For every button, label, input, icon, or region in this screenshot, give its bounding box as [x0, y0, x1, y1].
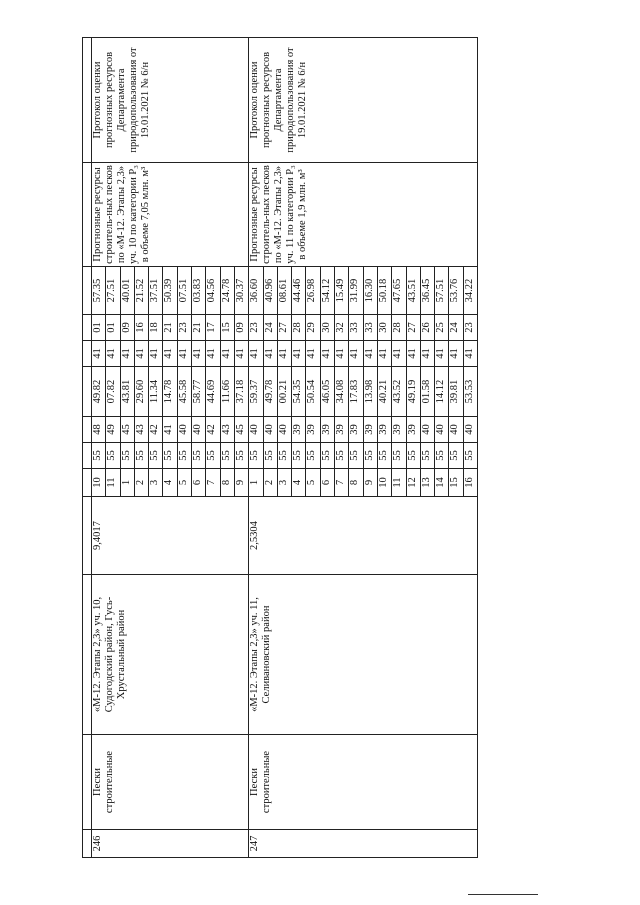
coordinate-cell: 17	[206, 315, 220, 341]
coordinate-cell: 55	[192, 443, 206, 469]
coordinate-cell: 40	[463, 417, 477, 443]
coordinate-cell: 42	[206, 417, 220, 443]
coordinate-cell: 14	[435, 469, 449, 497]
coordinate-cell: 01.58	[420, 367, 434, 417]
coordinate-cell: 29	[306, 315, 320, 341]
coordinate-cell: 41	[249, 341, 263, 367]
approval-document: Протокол оценки прогнозных ресурсов Департамента природопользования от 19.01.2021 № 6/н	[92, 38, 249, 163]
coordinate-cell: 55	[335, 443, 349, 469]
table-body	[83, 38, 478, 858]
coordinate-cell: 27	[277, 315, 291, 341]
coordinate-cell: 17.83	[349, 367, 363, 417]
coordinate-cell: 39	[363, 417, 377, 443]
coordinate-cell: 00.21	[277, 367, 291, 417]
coordinate-cell: 2	[263, 469, 277, 497]
coordinate-cell: 1	[249, 469, 263, 497]
coordinate-cell: 41	[335, 341, 349, 367]
site-district: Судогодский район, Гусь-Хрустальный район	[104, 596, 127, 713]
site-location	[249, 575, 478, 735]
coordinate-cell: 55	[106, 443, 120, 469]
coordinate-cell: 59.37	[249, 367, 263, 417]
coordinate-cell: 13.98	[363, 367, 377, 417]
coordinate-cell: 43	[134, 417, 148, 443]
coordinate-cell: 33	[349, 315, 363, 341]
coordinate-cell: 39	[406, 417, 420, 443]
coordinate-cell: 39.81	[449, 367, 463, 417]
site-location	[92, 575, 249, 735]
coordinate-cell: 57.35	[92, 267, 106, 315]
coordinate-cell: 43.52	[392, 367, 406, 417]
coordinate-cell: 55	[363, 443, 377, 469]
coordinate-cell: 55	[292, 443, 306, 469]
coordinate-cell: 11	[392, 469, 406, 497]
coordinate-cell: 07.82	[106, 367, 120, 417]
coordinate-cell: 08.61	[277, 267, 291, 315]
coordinate-cell: 45	[120, 417, 134, 443]
site-area: 2,5304	[249, 497, 478, 575]
coordinate-cell: 45	[234, 417, 248, 443]
coordinate-cell: 37.18	[234, 367, 248, 417]
coordinate-cell: 11.66	[220, 367, 234, 417]
coordinate-cell: 40	[263, 417, 277, 443]
coordinate-cell: 5	[306, 469, 320, 497]
coordinate-cell: 49.82	[92, 367, 106, 417]
coordinate-cell: 27.51	[106, 267, 120, 315]
coordinate-cell: 39	[349, 417, 363, 443]
deposits-table	[82, 37, 478, 858]
site-district: Селивановский район	[261, 605, 273, 704]
coordinate-cell: 40.01	[120, 267, 134, 315]
coordinate-cell: 55	[449, 443, 463, 469]
coordinate-cell: 39	[335, 417, 349, 443]
coordinate-cell: 41	[349, 341, 363, 367]
coordinate-cell: 41	[435, 341, 449, 367]
coordinate-cell: 55	[234, 443, 248, 469]
coordinate-cell: 36.45	[420, 267, 434, 315]
coordinate-cell: 40	[277, 417, 291, 443]
coordinate-cell: 53.76	[449, 267, 463, 315]
coordinate-cell: 55	[392, 443, 406, 469]
coordinate-cell: 5	[177, 469, 191, 497]
coordinate-cell: 04.56	[206, 267, 220, 315]
coordinate-cell: 23	[249, 315, 263, 341]
coordinate-cell: 21	[192, 315, 206, 341]
coordinate-cell: 2	[134, 469, 148, 497]
coordinate-cell: 8	[349, 469, 363, 497]
coordinate-cell: 48	[92, 417, 106, 443]
coordinate-cell: 41	[120, 341, 134, 367]
coordinate-cell: 30.37	[234, 267, 248, 315]
site-area: 9,4017	[92, 497, 249, 575]
coordinate-cell: 41	[363, 341, 377, 367]
coordinate-cell: 12	[406, 469, 420, 497]
coordinate-cell: 41	[92, 341, 106, 367]
coordinate-cell: 3	[149, 469, 163, 497]
coordinate-cell: 23	[177, 315, 191, 341]
coordinate-cell: 50.54	[306, 367, 320, 417]
coordinate-cell: 41	[449, 341, 463, 367]
coordinate-cell: 28	[292, 315, 306, 341]
coordinate-cell: 55	[220, 443, 234, 469]
coordinate-cell: 40	[192, 417, 206, 443]
coordinate-cell: 41	[234, 341, 248, 367]
coordinate-cell: 30	[377, 315, 391, 341]
coordinate-cell: 49.78	[263, 367, 277, 417]
coordinate-cell: 15	[220, 315, 234, 341]
coordinate-cell: 45.58	[177, 367, 191, 417]
coordinate-cell: 40	[449, 417, 463, 443]
coordinate-cell: 55	[420, 443, 434, 469]
coordinate-cell: 4	[292, 469, 306, 497]
top-blank-row	[83, 38, 92, 858]
coordinate-cell: 55	[463, 443, 477, 469]
coordinate-cell: 34.08	[335, 367, 349, 417]
coordinate-cell: 55	[120, 443, 134, 469]
coordinate-cell: 26.98	[306, 267, 320, 315]
coordinate-cell: 53.53	[463, 367, 477, 417]
coordinate-cell: 41	[463, 341, 477, 367]
coordinate-cell: 10	[92, 469, 106, 497]
coordinate-cell: 41	[163, 341, 177, 367]
coordinate-cell: 55	[277, 443, 291, 469]
coordinate-cell: 23	[463, 315, 477, 341]
coordinate-cell: 16	[463, 469, 477, 497]
coordinate-cell: 47.65	[392, 267, 406, 315]
coordinate-cell: 41	[192, 341, 206, 367]
coordinate-cell: 21.52	[134, 267, 148, 315]
coordinate-cell: 33	[363, 315, 377, 341]
coordinate-cell: 40	[435, 417, 449, 443]
coordinate-cell: 40	[177, 417, 191, 443]
coordinate-cell: 16.30	[363, 267, 377, 315]
coordinate-cell: 9	[363, 469, 377, 497]
coordinate-cell: 55	[206, 443, 220, 469]
coordinate-cell: 55	[320, 443, 334, 469]
coordinate-cell: 44.46	[292, 267, 306, 315]
coordinate-cell: 24.78	[220, 267, 234, 315]
coordinate-cell: 41	[177, 341, 191, 367]
coordinate-cell: 41	[320, 341, 334, 367]
coordinate-cell: 40.96	[263, 267, 277, 315]
coordinate-cell: 26	[420, 315, 434, 341]
coordinate-cell: 46.05	[320, 367, 334, 417]
coordinate-cell: 41	[277, 341, 291, 367]
coordinate-cell: 01	[92, 315, 106, 341]
coordinate-cell: 41	[163, 417, 177, 443]
coordinate-cell: 58.77	[192, 367, 206, 417]
mineral-type: Пески строительные	[249, 735, 478, 830]
coordinate-cell: 40	[249, 417, 263, 443]
coordinate-cell: 55	[177, 443, 191, 469]
coordinate-cell: 41	[406, 341, 420, 367]
coordinate-cell: 55	[377, 443, 391, 469]
coordinate-cell: 41	[392, 341, 406, 367]
coordinate-cell: 16	[134, 315, 148, 341]
coordinate-cell: 50.39	[163, 267, 177, 315]
coordinate-cell: 8	[220, 469, 234, 497]
mineral-type: Пески строительные	[92, 735, 249, 830]
coordinate-cell: 27	[406, 315, 420, 341]
coordinate-cell: 43	[220, 417, 234, 443]
coordinate-cell: 09	[234, 315, 248, 341]
table-row	[249, 38, 263, 858]
coordinate-cell: 44.69	[206, 367, 220, 417]
coordinate-cell: 34.22	[463, 267, 477, 315]
coordinate-cell: 41	[377, 341, 391, 367]
coordinate-cell: 6	[192, 469, 206, 497]
rotated-table-container	[82, 38, 622, 858]
coordinate-cell: 55	[92, 443, 106, 469]
coordinate-cell: 42	[149, 417, 163, 443]
coordinate-cell: 41	[420, 341, 434, 367]
coordinate-cell: 10	[377, 469, 391, 497]
coordinate-cell: 39	[306, 417, 320, 443]
scan-artifact	[468, 894, 538, 895]
coordinate-cell: 4	[163, 469, 177, 497]
coordinate-cell: 54.12	[320, 267, 334, 315]
coordinate-cell: 41	[106, 341, 120, 367]
coordinate-cell: 41	[263, 341, 277, 367]
coordinate-cell: 29.60	[134, 367, 148, 417]
site-name: «М-12. Этапы 2,3» уч. 11,	[249, 597, 261, 712]
coordinate-cell: 55	[306, 443, 320, 469]
coordinate-cell: 41	[220, 341, 234, 367]
coordinate-cell: 3	[277, 469, 291, 497]
coordinate-cell: 6	[320, 469, 334, 497]
coordinate-cell: 55	[134, 443, 148, 469]
coordinate-cell: 36.60	[249, 267, 263, 315]
coordinate-cell: 41	[306, 341, 320, 367]
coordinate-cell: 40.21	[377, 367, 391, 417]
approval-document: Протокол оценки прогнозных ресурсов Департамента природопользования от 19.01.2021 № 6/н	[249, 38, 478, 163]
coordinate-cell: 07.51	[177, 267, 191, 315]
coordinate-cell: 7	[206, 469, 220, 497]
coordinate-cell: 09	[120, 315, 134, 341]
coordinate-cell: 15	[449, 469, 463, 497]
coordinate-cell: 54.35	[292, 367, 306, 417]
coordinate-cell: 24	[449, 315, 463, 341]
coordinate-cell: 31.99	[349, 267, 363, 315]
coordinate-cell: 41	[149, 341, 163, 367]
coordinate-cell: 01	[106, 315, 120, 341]
coordinate-cell: 1	[120, 469, 134, 497]
coordinate-cell: 37.51	[149, 267, 163, 315]
coordinate-cell: 39	[320, 417, 334, 443]
coordinate-cell: 43.51	[406, 267, 420, 315]
resources-description: Прогнозные ресурсы строитель-ных песков по «М-12. Этапы 2,3» уч. 11 по категории Р₃ в объеме 1,9 млн. м³	[249, 163, 478, 267]
coordinate-cell: 55	[149, 443, 163, 469]
coordinate-cell: 55	[263, 443, 277, 469]
site-name: «М-12. Этапы 2,3» уч. 10,	[92, 596, 103, 713]
coordinate-cell: 41	[134, 341, 148, 367]
coordinate-cell: 11	[106, 469, 120, 497]
coordinate-cell: 49.19	[406, 367, 420, 417]
resources-description: Прогнозные ресурсы строитель-ных песков по «М-12. Этапы 2,3» уч. 10 по категории Р₃ в объеме 7,05 млн. м³	[92, 163, 249, 267]
coordinate-cell: 55	[435, 443, 449, 469]
coordinate-cell: 57.51	[435, 267, 449, 315]
coordinate-cell: 43.81	[120, 367, 134, 417]
deposit-number: 247	[249, 830, 478, 858]
coordinate-cell: 55	[349, 443, 363, 469]
coordinate-cell: 24	[263, 315, 277, 341]
coordinate-cell: 03.83	[192, 267, 206, 315]
coordinate-cell: 41	[292, 341, 306, 367]
coordinate-cell: 39	[392, 417, 406, 443]
coordinate-cell: 11.34	[149, 367, 163, 417]
coordinate-cell: 49	[106, 417, 120, 443]
coordinate-cell: 39	[292, 417, 306, 443]
coordinate-cell: 55	[249, 443, 263, 469]
coordinate-cell: 30	[320, 315, 334, 341]
coordinate-cell: 32	[335, 315, 349, 341]
coordinate-cell: 40	[420, 417, 434, 443]
coordinate-cell: 9	[234, 469, 248, 497]
coordinate-cell: 15.49	[335, 267, 349, 315]
deposit-number: 246	[92, 830, 249, 858]
coordinate-cell: 13	[420, 469, 434, 497]
coordinate-cell: 14.78	[163, 367, 177, 417]
coordinate-cell: 50.18	[377, 267, 391, 315]
coordinate-cell: 7	[335, 469, 349, 497]
coordinate-cell: 55	[406, 443, 420, 469]
table-row	[92, 38, 106, 858]
coordinate-cell: 39	[377, 417, 391, 443]
coordinate-cell: 21	[163, 315, 177, 341]
coordinate-cell: 25	[435, 315, 449, 341]
coordinate-cell: 14.12	[435, 367, 449, 417]
coordinate-cell: 55	[163, 443, 177, 469]
coordinate-cell: 28	[392, 315, 406, 341]
coordinate-cell: 18	[149, 315, 163, 341]
coordinate-cell: 41	[206, 341, 220, 367]
